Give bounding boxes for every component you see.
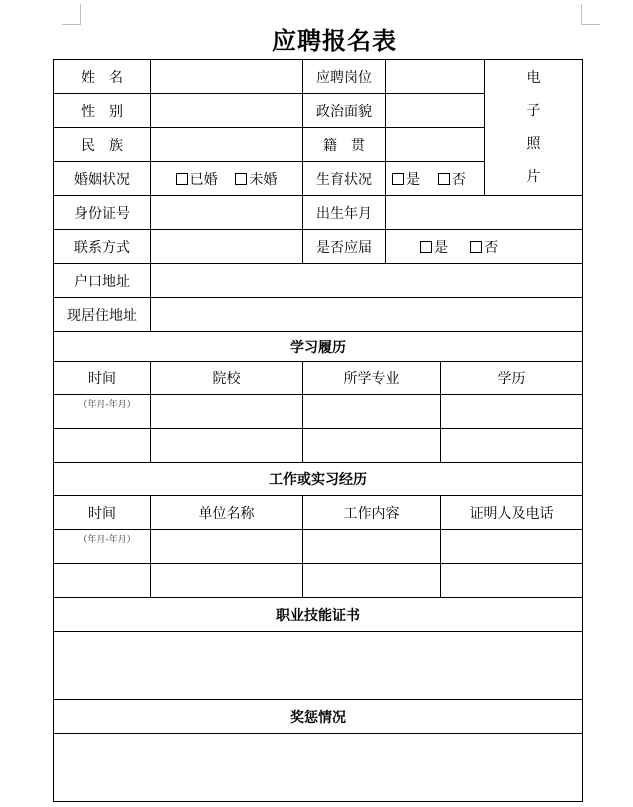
photo-char: 子: [526, 102, 541, 119]
education-section-row: [54, 332, 583, 362]
education-school-cell[interactable]: [151, 429, 303, 463]
fertility-option-no[interactable]: 否: [438, 169, 466, 189]
gender-field[interactable]: [151, 94, 303, 128]
awards-section-row: [54, 700, 583, 734]
education-header-time: 时间: [54, 362, 151, 395]
id-label: 身份证号: [54, 196, 151, 230]
row-hukou: [54, 264, 583, 298]
checkbox-icon: [392, 173, 404, 185]
hukou-field[interactable]: [151, 264, 583, 298]
work-section-title: 工作或实习经历: [54, 463, 583, 496]
work-header-content: 工作内容: [303, 496, 441, 530]
work-header-company: 单位名称: [151, 496, 303, 530]
native-label: 籍 贯: [303, 128, 386, 162]
fresh-grad-options: [386, 230, 583, 264]
gender-label: 性 别: [54, 94, 151, 128]
work-header-row: [54, 496, 583, 530]
certificates-field[interactable]: [54, 632, 583, 700]
fertility-option-yes[interactable]: 是: [392, 169, 420, 189]
marital-label: 婚姻状况: [54, 162, 151, 196]
native-field[interactable]: [386, 128, 485, 162]
name-field[interactable]: [151, 60, 303, 94]
awards-field[interactable]: [54, 734, 583, 802]
education-row: [54, 429, 583, 463]
contact-field[interactable]: [151, 230, 303, 264]
work-section-row: [54, 463, 583, 496]
row-contact: [54, 230, 583, 264]
row-id: [54, 196, 583, 230]
ethnicity-field[interactable]: [151, 128, 303, 162]
political-field[interactable]: [386, 94, 485, 128]
education-degree-cell[interactable]: [441, 395, 583, 429]
political-label: 政治面貌: [303, 94, 386, 128]
certificates-section-title: 职业技能证书: [54, 598, 583, 632]
education-time-cell[interactable]: [54, 429, 151, 463]
marital-option-unmarried[interactable]: 未婚: [235, 169, 277, 189]
work-reference-cell[interactable]: [441, 530, 583, 564]
hukou-label: 户口地址: [54, 264, 151, 298]
education-time-hint[interactable]: （年月-年月）: [54, 395, 151, 429]
marital-option-married[interactable]: 已婚: [176, 169, 218, 189]
work-reference-cell[interactable]: [441, 564, 583, 598]
name-label: 姓 名: [54, 60, 151, 94]
education-school-cell[interactable]: [151, 395, 303, 429]
checkbox-icon: [176, 173, 188, 185]
work-company-cell[interactable]: [151, 564, 303, 598]
education-row: [54, 395, 583, 429]
work-time-cell[interactable]: [54, 564, 151, 598]
photo-char: 电: [526, 69, 541, 86]
awards-content-row: [54, 734, 583, 802]
form-title: 应聘报名表: [272, 26, 397, 55]
contact-label: 联系方式: [54, 230, 151, 264]
work-content-cell[interactable]: [303, 564, 441, 598]
birth-label: 出生年月: [303, 196, 386, 230]
work-company-cell[interactable]: [151, 530, 303, 564]
work-row: [54, 530, 583, 564]
checkbox-icon: [420, 241, 432, 253]
row-residence: [54, 298, 583, 332]
residence-field[interactable]: [151, 298, 583, 332]
education-header-degree: 学历: [441, 362, 583, 395]
marital-options: [151, 162, 303, 196]
work-header-reference: 证明人及电话: [441, 496, 583, 530]
fertility-options: [386, 162, 485, 196]
education-header-school: 院校: [151, 362, 303, 395]
position-field[interactable]: [386, 60, 485, 94]
photo-box[interactable]: [485, 60, 583, 196]
application-form-table: [53, 59, 583, 802]
checkbox-icon: [470, 241, 482, 253]
education-degree-cell[interactable]: [441, 429, 583, 463]
birth-field[interactable]: [386, 196, 583, 230]
fresh-grad-option-no[interactable]: 否: [470, 237, 498, 257]
ethnicity-label: 民 族: [54, 128, 151, 162]
education-header-major: 所学专业: [303, 362, 441, 395]
residence-label: 现居住地址: [54, 298, 151, 332]
fresh-grad-label: 是否应届: [303, 230, 386, 264]
education-section-title: 学习履历: [54, 332, 583, 362]
education-major-cell[interactable]: [303, 429, 441, 463]
row-name: [54, 60, 583, 94]
certificates-section-row: [54, 598, 583, 632]
checkbox-icon: [438, 173, 450, 185]
fertility-label: 生育状况: [303, 162, 386, 196]
awards-section-title: 奖惩情况: [54, 700, 583, 734]
work-content-cell[interactable]: [303, 530, 441, 564]
work-time-hint[interactable]: （年月-年月）: [54, 530, 151, 564]
crop-mark-top-left: [62, 4, 81, 25]
work-header-time: 时间: [54, 496, 151, 530]
fresh-grad-option-yes[interactable]: 是: [420, 237, 448, 257]
id-field[interactable]: [151, 196, 303, 230]
work-row: [54, 564, 583, 598]
position-label: 应聘岗位: [303, 60, 386, 94]
photo-char: 片: [526, 168, 541, 185]
photo-char: 照: [526, 135, 541, 152]
education-major-cell[interactable]: [303, 395, 441, 429]
education-header-row: [54, 362, 583, 395]
certificates-content-row: [54, 632, 583, 700]
checkbox-icon: [235, 173, 247, 185]
crop-mark-top-right: [581, 4, 600, 25]
